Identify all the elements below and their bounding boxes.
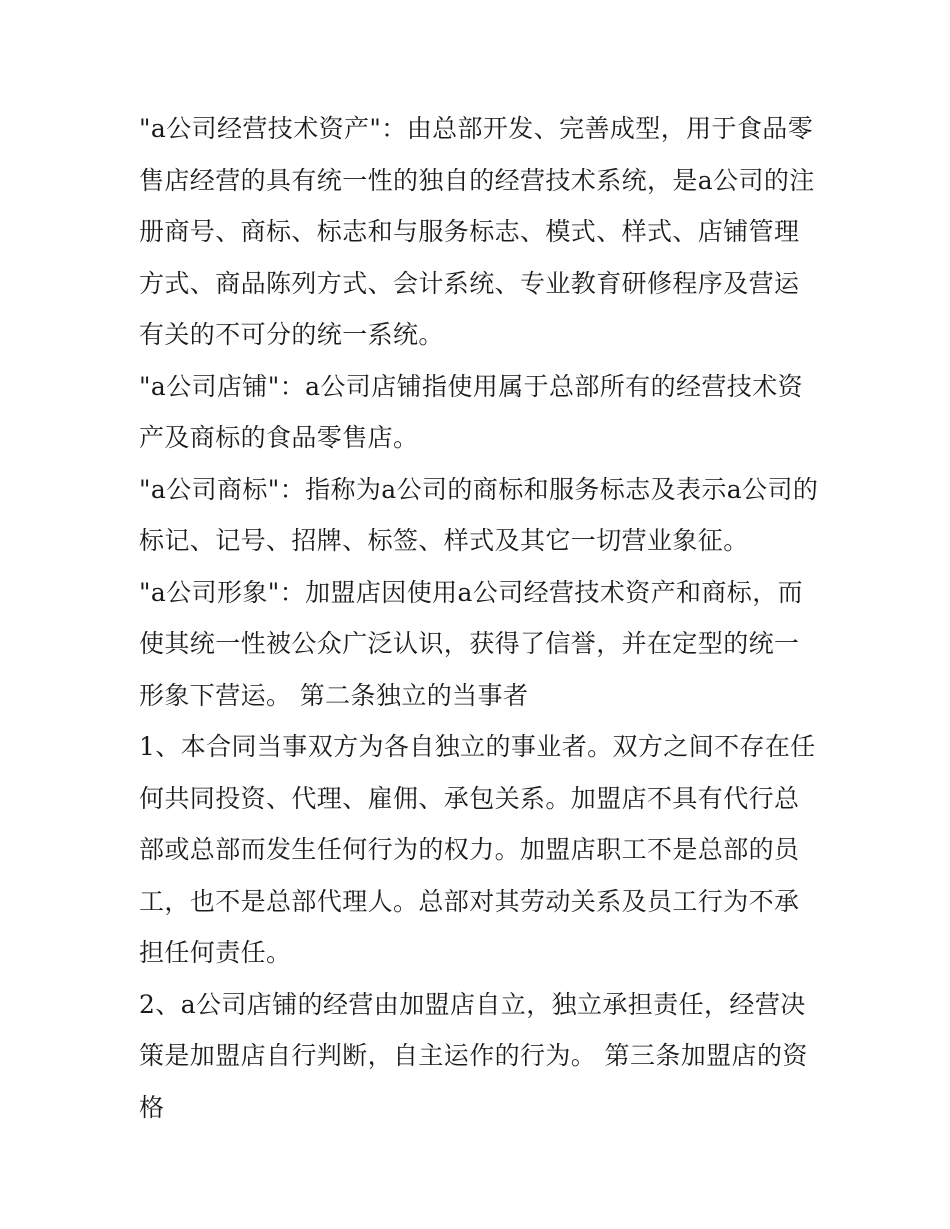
clause-independent-parties-2: 2、a公司店铺的经营由加盟店自立，独立承担责任，经营决策是加盟店自行判断，自主运作的行为。 第三条加盟店的资格 bbox=[139, 989, 808, 1122]
definition-business-technology-assets: "a公司经营技术资产"：由总部开发、完善成型，用于食品零售店经营的具有统一性的独自的经营技术系统，是a公司的注册商号、商标、标志和与服务标志、模式、样式、店铺管理方式、商品陈列方式、会计系统、专业教育研修程序及营运有关的不可分的统一系统。 bbox=[139, 114, 815, 349]
clause-independent-parties-1: 1、本合同当事双方为各自独立的事业者。双方之间不存在任何共同投资、代理、雇佣、承包关系。加盟店不具有代行总部或总部而发生任何行为的权力。加盟店职工不是总部的员工，也不是总部代理人。总部对其劳动关系及员工行为不承担任何责任。 bbox=[139, 732, 816, 967]
definition-company-store: "a公司店铺"：a公司店铺指使用属于总部所有的经营技术资产及商标的食品零售店。 bbox=[139, 371, 804, 452]
definition-company-image: "a公司形象"：加盟店因使用a公司经营技术资产和商标，而使其统一性被公众广泛认识，获得了信誉，并在定型的统一形象下营运。 第二条独立的当事者 bbox=[139, 577, 804, 710]
definition-company-trademark: "a公司商标"：指称为a公司的商标和服务标志及表示a公司的标记、记号、招牌、标签、样式及其它一切营业象征。 bbox=[139, 474, 819, 555]
document-body bbox=[139, 103, 819, 1133]
